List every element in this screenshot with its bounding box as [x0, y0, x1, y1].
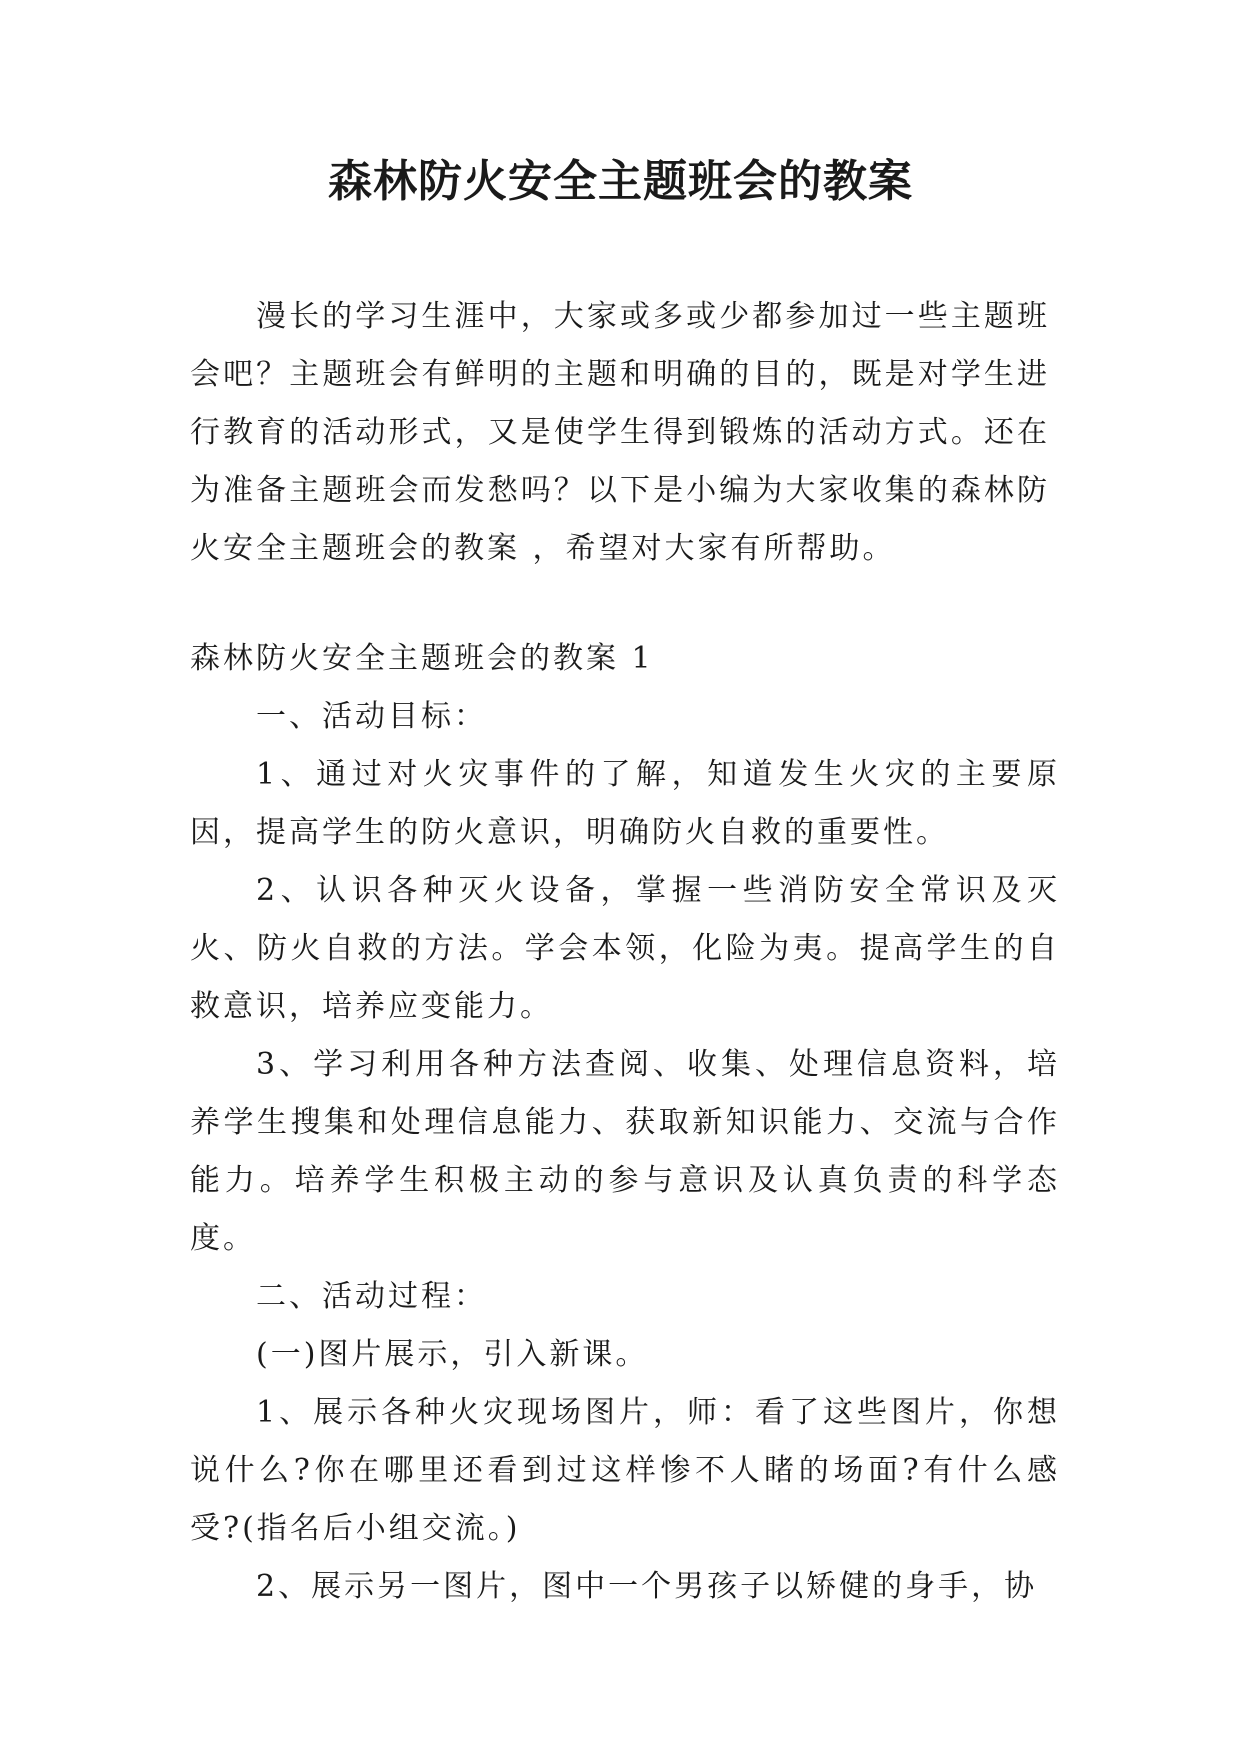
paragraph-goal-2: 2、认识各种灭火设备，掌握一些消防安全常识及灭火、防火自救的方法。学会本领，化险为夷。提高学生的自救意识，培养应变能力。 [190, 873, 1060, 1024]
paragraph-activity-process: 二、活动过程： [256, 1279, 487, 1314]
paragraph-step-1: 1、展示各种火灾现场图片，师：看了这些图片，你想说什么?你在哪里还看到过这样惨不人睹的场面?有什么感受?(指名后小组交流。) [190, 1395, 1060, 1546]
section-heading: 森林防火安全主题班会的教案 1 [190, 641, 654, 676]
intro-paragraph: 漫长的学习生涯中，大家或多或少都参加过一些主题班会吧？主题班会有鲜明的主题和明确的目的，既是对学生进行教育的活动形式，又是使学生得到锻炼的活动方式。还在为准备主题班会而发愁吗？以下是小编为大家收集的森林防火安全主题班会的教案 ，希望对大家有所帮助。 [190, 299, 1050, 566]
document-title: 森林防火安全主题班会的教案 [328, 156, 913, 207]
paragraph-goal-1: 1、通过对火灾事件的了解，知道发生火灾的主要原因，提高学生的防火意识，明确防火自救的重要性。 [190, 757, 1060, 850]
paragraph-activity-goals: 一、活动目标： [256, 699, 487, 734]
document-content [190, 630, 1060, 1616]
paragraph-step-2: 2、展示另一图片，图中一个男孩子以矫健的身手，协 [256, 1569, 1038, 1604]
paragraph-goal-3: 3、学习利用各种方法查阅、收集、处理信息资料，培养学生搜集和处理信息能力、获取新知识能力、交流与合作能力。培养学生积极主动的参与意识及认真负责的科学态度。 [190, 1047, 1060, 1256]
paragraph-step-intro: (一)图片展示，引入新课。 [256, 1337, 649, 1372]
